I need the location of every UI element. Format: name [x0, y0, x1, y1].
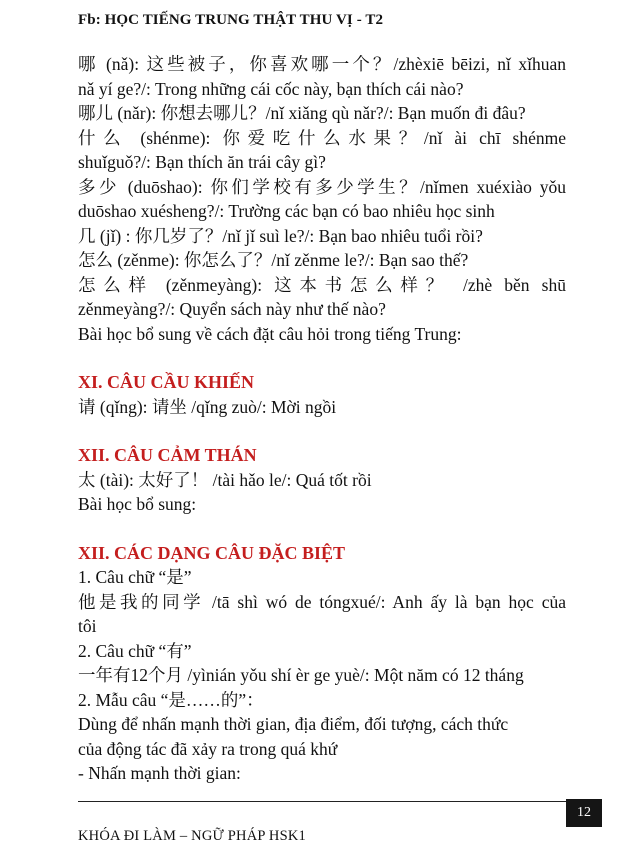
text-line: 哪 (nǎ): 这些被子，你喜欢哪一个？/zhèxiē bēizi, nǐ xǐhuan — [78, 54, 566, 74]
text-line: shuǐguǒ?/: Bạn thích ăn trái cây gì? — [78, 152, 326, 172]
text-line: Dùng để nhấn mạnh thời gian, địa điểm, đối tượng, cách thức — [78, 714, 509, 734]
footer-divider — [78, 801, 566, 802]
text-line: nǎ yí ge?/: Trong những cái cốc này, bạn thích cái nào? — [78, 78, 464, 99]
text-line: - Nhấn mạnh thời gian: — [78, 763, 241, 783]
text-line: 怎么 (zěnme): 你怎么了？/nǐ zěnme le?/: Bạn sao thế? — [78, 250, 469, 270]
text-line: Bài học bổ sung: — [78, 494, 197, 514]
text-line: 什么 (shénme): 你爱吃什么水果？/nǐ ài chī shénme — [78, 127, 566, 148]
text-line: 2. Câu chữ “有” — [78, 640, 192, 661]
text-line: 几 (jǐ) : 你几岁了？/nǐ jǐ suì le?/: Bạn bao nhiêu tuổi rồi? — [78, 225, 483, 246]
text-line: 一年有12个月 /yìnián yǒu shí èr ge yuè/: Một năm có 12 tháng — [78, 665, 524, 685]
text-line: 请 (qǐng): 请坐 /qǐng zuò/: Mời ngồi — [78, 396, 337, 417]
text-line: 太 (tài): 太好了！ /tài hǎo le/: Quá tốt rồi — [78, 469, 372, 490]
section-heading-imperative: XI. CÂU CẦU KHIẾN — [78, 372, 255, 392]
section-heading-special-sentences: XII. CÁC DẠNG CÂU ĐẶC BIỆT — [78, 542, 346, 563]
footer-text: KHÓA ĐI LÀM – NGỮ PHÁP HSK1 — [78, 828, 306, 844]
text-line: Bài học bổ sung về cách đặt câu hỏi trong tiếng Trung: — [78, 323, 462, 344]
page-number-badge: 12 — [566, 799, 602, 827]
text-line: 2. Mẫu câu “是……的”： — [78, 689, 264, 710]
text-line: 他是我的同学 /tā shì wó de tóngxué/: Anh ấy là bạn học của — [78, 591, 566, 612]
text-line: 哪儿 (nǎr): 你想去哪儿？/nǐ xiǎng qù nǎr?/: Bạn muốn đi đâu? — [78, 103, 526, 123]
text-line: 1. Câu chữ “是” — [78, 567, 192, 587]
text-line: zěnmeyàng?/: Quyển sách này như thế nào? — [78, 299, 386, 319]
text-line: duōshao xuésheng?/: Trường các bạn có bao nhiêu học sinh — [78, 201, 495, 221]
section-heading-exclamatory: XII. CÂU CẢM THÁN — [78, 445, 257, 465]
page-header: Fb: HỌC TIẾNG TRUNG THẬT THU VỊ - T2 — [78, 12, 384, 28]
text-line: 多少 (duōshao): 你们学校有多少学生？/nǐmen xuéxiào yǒu — [78, 176, 566, 197]
text-line: tôi — [78, 616, 97, 636]
text-line: 怎么样 (zěnmeyàng): 这本书怎么样？ /zhè běn shū — [78, 274, 566, 295]
page-body — [78, 52, 566, 786]
text-line: của động tác đã xảy ra trong quá khứ — [78, 738, 338, 759]
